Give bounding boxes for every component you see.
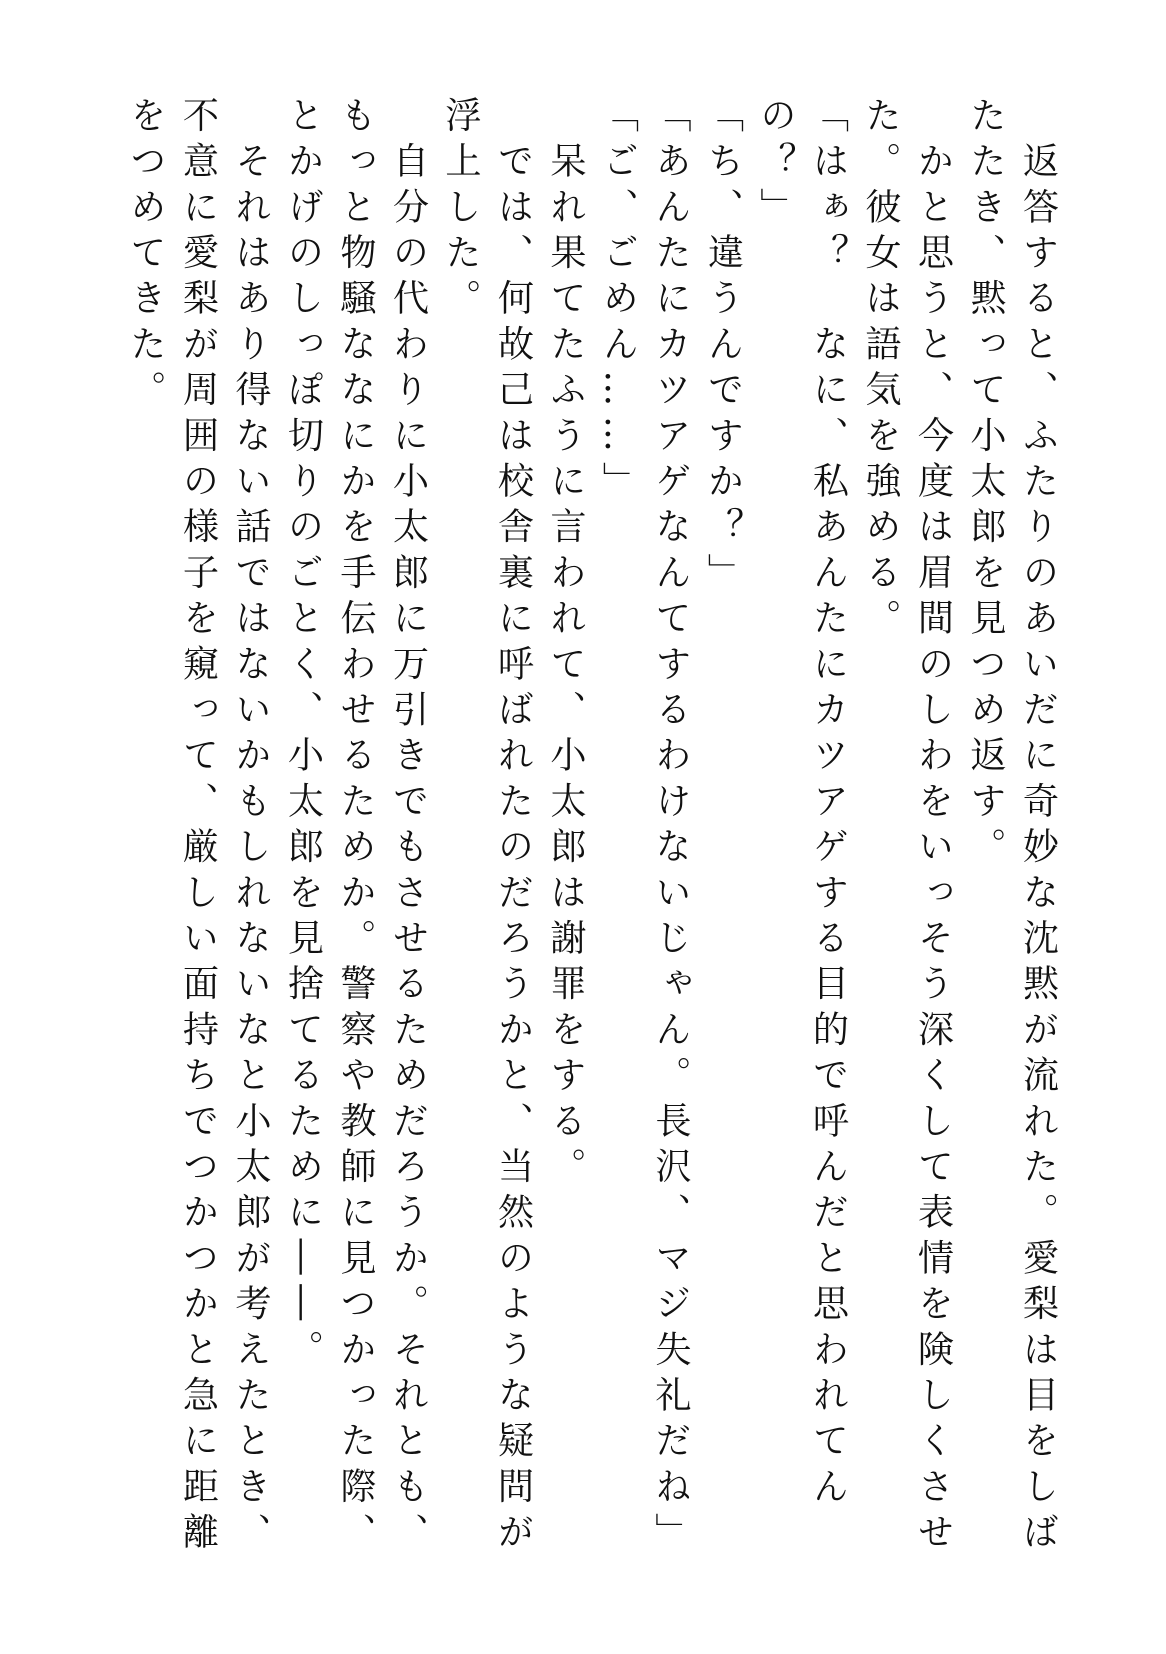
paragraph: かと思うと、今度は眉間のしわをいっそう深くして表情を険しくさせた。彼女は語気を強める。 bbox=[859, 96, 955, 1559]
vertical-text-body bbox=[119, 96, 1064, 1566]
dialogue-paragraph: 「あんたにカツアゲなんてするわけないじゃん。長沢、マジ失礼だね」 bbox=[649, 96, 693, 1559]
paragraph: 自分の代わりに小太郎に万引きでもさせるためだろうか。それとも、もっと物騒ななにかを手伝わせるためか。警察や教師に見つかった際、とかげのしっぽ切りのごとく、小太郎を見捨てるために――。 bbox=[282, 96, 430, 1559]
dialogue-paragraph: 「はぁ？ なに、私あんたにカツアゲする目的で呼んだと思われてんの？」 bbox=[754, 96, 850, 1513]
dialogue-paragraph: 「ご、ごめん……」 bbox=[597, 96, 640, 508]
paragraph: 返答すると、ふたりのあいだに奇妙な沈黙が流れた。愛梨は目をしばたたき、黙って小太郎を見つめ返す。 bbox=[964, 96, 1060, 1559]
paragraph: 呆れ果てたふうに言われて、小太郎は謝罪をする。 bbox=[544, 96, 588, 1193]
paragraph: では、何故己は校舎裏に呼ばれたのだろうかと、当然のような疑問が浮上した。 bbox=[439, 96, 535, 1559]
dialogue-paragraph: 「ち、違うんですか？」 bbox=[702, 96, 745, 599]
paragraph: それはあり得ない話ではないかもしれないなと小太郎が考えたとき、不意に愛梨が周囲の様子を窺って、厳しい面持ちでつかつかと急に距離をつめてきた。 bbox=[124, 96, 273, 1559]
